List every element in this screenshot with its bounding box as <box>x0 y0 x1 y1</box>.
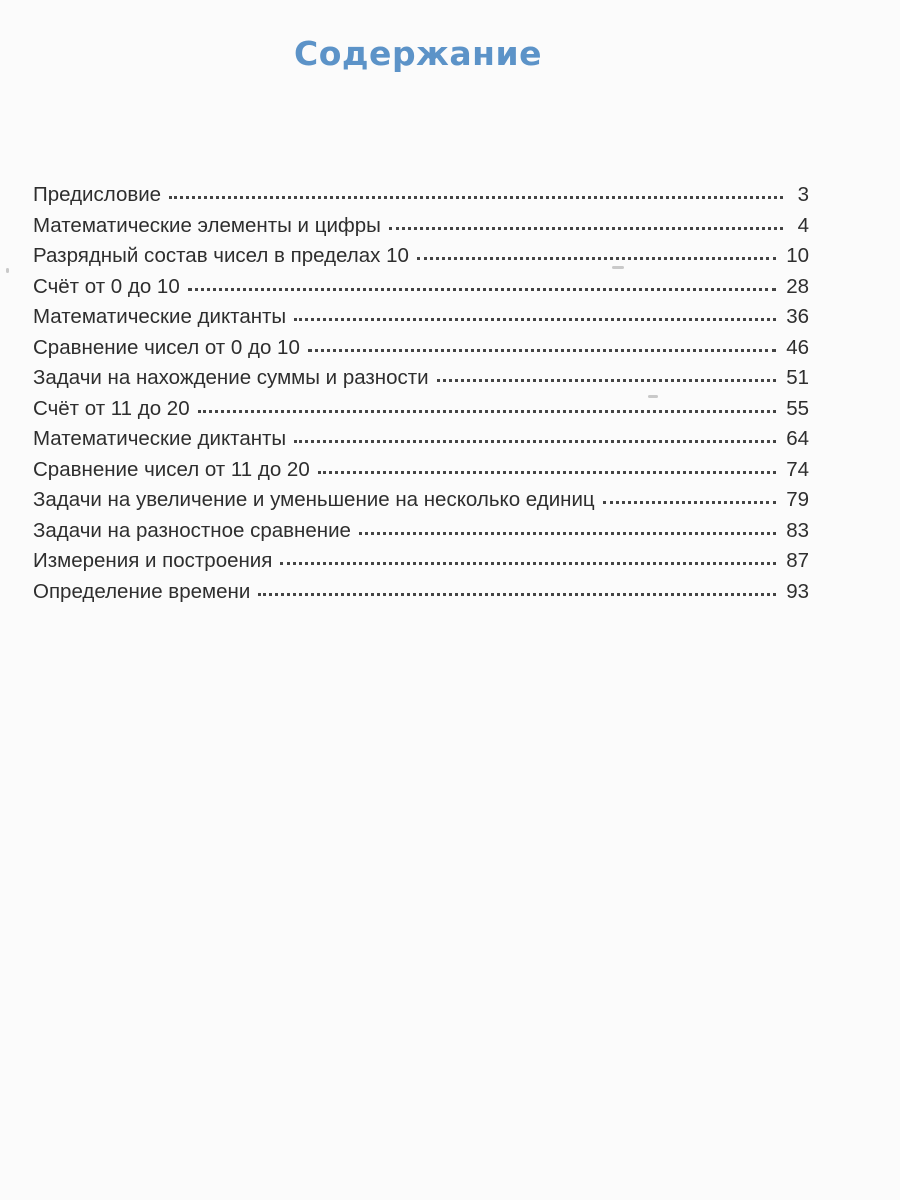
toc-entry <box>33 211 809 242</box>
toc-entry-title: Математические диктанты <box>33 305 287 328</box>
toc-entry-title: Предисловие <box>33 183 162 206</box>
dot-leader <box>198 409 777 413</box>
toc-entry-title: Задачи на нахождение суммы и разности <box>33 366 429 389</box>
dot-leader <box>294 439 776 443</box>
toc-entry <box>33 333 809 364</box>
toc-entry-title: Счёт от 11 до 20 <box>33 396 190 420</box>
dot-leader <box>437 378 777 382</box>
toc-entry <box>33 180 809 211</box>
toc-entry-page-number: 3 <box>797 183 809 206</box>
table-of-contents <box>33 180 809 607</box>
toc-entry-title: Разрядный состав чисел в пределах 10 <box>33 244 409 267</box>
print-speck <box>648 395 658 398</box>
toc-entry-page-number: 64 <box>786 427 809 450</box>
dot-leader <box>389 226 783 230</box>
toc-entry-page-number: 28 <box>786 274 809 298</box>
toc-entry-title: Измерения и построения <box>33 549 273 572</box>
toc-entry-page-number: 79 <box>786 488 809 511</box>
dot-leader <box>280 561 776 565</box>
toc-entry-title: Сравнение чисел от 0 до 10 <box>33 335 300 359</box>
toc-entry <box>33 241 809 272</box>
page-title: Содержание <box>294 34 542 73</box>
toc-entry <box>33 546 809 577</box>
toc-entry <box>33 516 809 547</box>
toc-entry-page-number: 36 <box>786 305 809 328</box>
toc-entry-title: Определение времени <box>33 579 251 603</box>
toc-entry <box>33 485 809 516</box>
dot-leader <box>318 470 776 474</box>
toc-entry-title: Сравнение чисел от 11 до 20 <box>33 457 310 481</box>
dot-leader <box>308 348 776 352</box>
dot-leader <box>188 287 776 291</box>
dot-leader <box>417 256 776 260</box>
toc-entry-title: Математические диктанты <box>33 427 287 450</box>
toc-entry-page-number: 87 <box>786 549 809 572</box>
toc-entry-title: Задачи на увеличение и уменьшение на несколько единиц <box>33 488 595 511</box>
toc-entry <box>33 272 809 303</box>
dot-leader <box>359 531 776 535</box>
toc-entry <box>33 363 809 394</box>
print-speck <box>612 266 624 269</box>
toc-entry-page-number: 4 <box>797 213 809 237</box>
toc-entry <box>33 302 809 333</box>
toc-entry-page-number: 46 <box>786 335 809 359</box>
toc-entry-page-number: 93 <box>786 579 809 603</box>
print-speck <box>6 268 9 273</box>
toc-entry-page-number: 51 <box>786 366 809 389</box>
toc-entry <box>33 424 809 455</box>
dot-leader <box>603 500 777 504</box>
dot-leader <box>169 195 783 199</box>
toc-entry-page-number: 10 <box>786 244 809 267</box>
toc-entry-page-number: 55 <box>786 396 809 420</box>
toc-entry-title: Счёт от 0 до 10 <box>33 274 180 298</box>
toc-entry <box>33 577 809 608</box>
toc-entry-page-number: 83 <box>786 518 809 542</box>
toc-entry <box>33 455 809 486</box>
dot-leader <box>258 592 776 596</box>
toc-entry <box>33 394 809 425</box>
dot-leader <box>294 317 776 321</box>
toc-entry-page-number: 74 <box>786 457 809 481</box>
toc-entry-title: Математические элементы и цифры <box>33 213 381 237</box>
toc-entry-title: Задачи на разностное сравнение <box>33 518 351 542</box>
